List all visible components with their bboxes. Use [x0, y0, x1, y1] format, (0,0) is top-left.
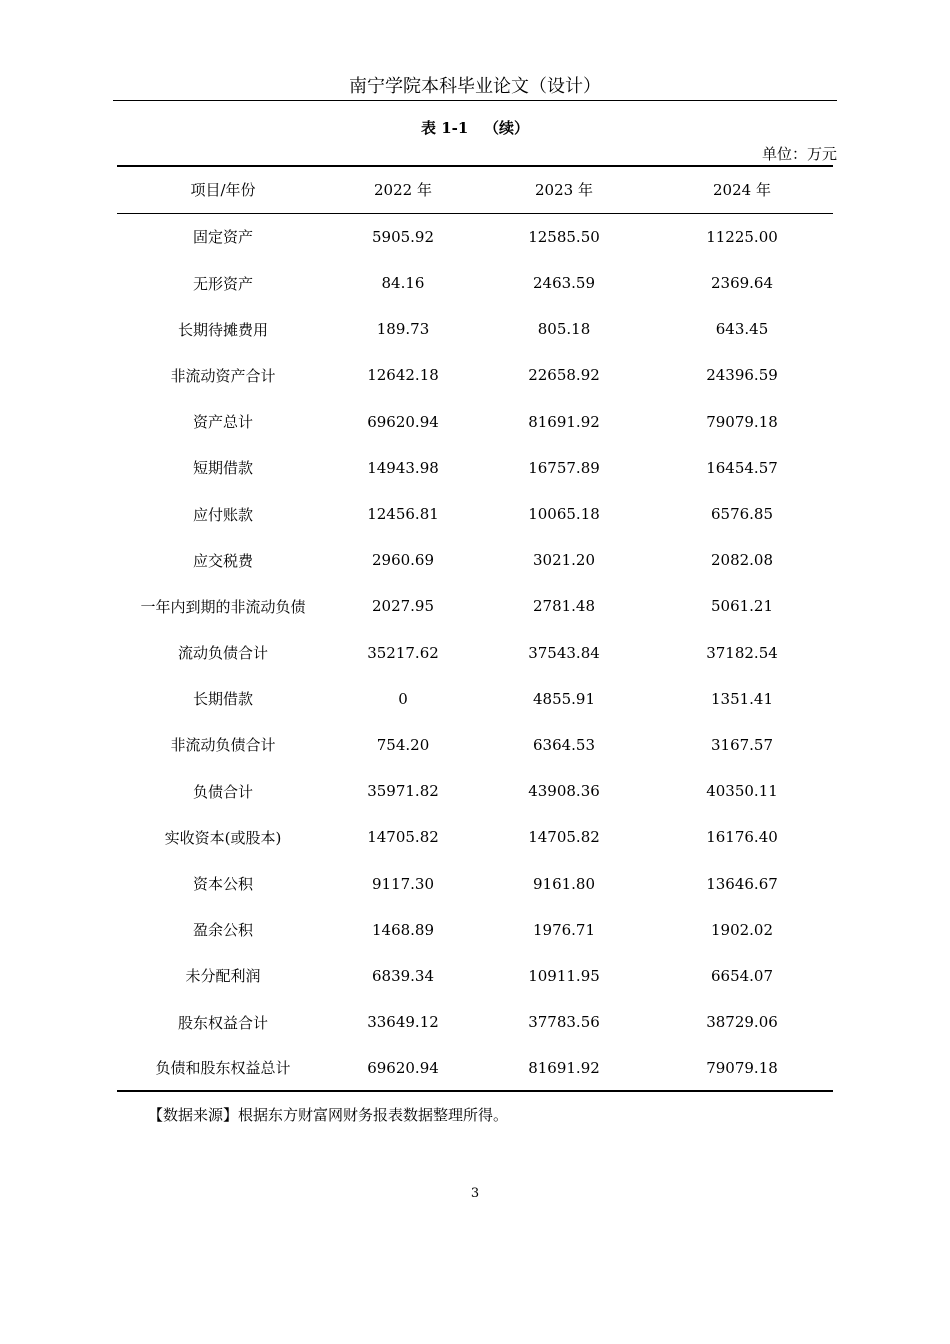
column-header-item: 项目/年份: [190, 181, 256, 200]
page-number: 3: [470, 1186, 480, 1201]
row-label: 非流动负债合计: [170, 736, 276, 755]
value-2022: 12642.18: [367, 366, 439, 385]
row-label: 长期待摊费用: [177, 320, 268, 339]
row-label: 一年内到期的非流动负债: [140, 597, 306, 616]
table-row: [117, 583, 833, 629]
table-row: [117, 352, 833, 398]
value-2024: 38729.06: [706, 1013, 778, 1032]
value-2024: 79079.18: [706, 412, 778, 431]
value-2024: 5061.21: [710, 597, 774, 616]
value-2022: 2027.95: [371, 597, 435, 616]
table-row: [117, 814, 833, 860]
row-label: 资本公积: [192, 875, 253, 894]
value-2024: 13646.67: [706, 874, 778, 893]
table-row: [117, 537, 833, 583]
value-2024: 24396.59: [706, 366, 778, 385]
value-2022: 9117.30: [371, 874, 435, 893]
table-row: [117, 445, 833, 491]
value-2022: 6839.34: [371, 966, 435, 985]
value-2022: 84.16: [381, 274, 425, 293]
table-row: [117, 953, 833, 999]
value-2024: 1902.02: [710, 920, 774, 939]
value-2023: 9161.80: [532, 874, 596, 893]
table-row: [117, 768, 833, 814]
header-row: [117, 166, 833, 213]
row-label: 股东权益合计: [177, 1013, 268, 1032]
value-2024: 16176.40: [706, 828, 778, 847]
value-2024: 6576.85: [710, 505, 774, 524]
value-2024: 79079.18: [706, 1058, 778, 1077]
value-2024: 16454.57: [706, 458, 778, 477]
value-2024: 643.45: [715, 320, 769, 339]
value-2022: 14705.82: [367, 828, 439, 847]
value-2024: 1351.41: [710, 689, 774, 708]
value-2023: 37783.56: [528, 1013, 600, 1032]
page-header-title: 南宁学院本科毕业论文（设计）: [349, 76, 601, 97]
table-row: [117, 260, 833, 306]
value-2023: 14705.82: [528, 828, 600, 847]
row-label: 盈余公积: [192, 921, 253, 940]
row-label: 实收资本(或股本): [164, 828, 282, 847]
value-2023: 4855.91: [532, 689, 596, 708]
column-header-2024: 2024 年: [713, 181, 771, 200]
value-2023: 81691.92: [528, 1058, 600, 1077]
column-header-2023: 2023 年: [535, 181, 593, 200]
value-2024: 2369.64: [710, 274, 774, 293]
table-body: [117, 213, 833, 1091]
table-row: [117, 907, 833, 953]
data-source-note: 【数据来源】根据东方财富网财务报表数据整理所得。: [148, 1106, 509, 1124]
value-2024: 3167.57: [710, 735, 774, 754]
value-2023: 1976.71: [532, 920, 596, 939]
value-2024: 6654.07: [710, 966, 774, 985]
value-2023: 6364.53: [532, 735, 596, 754]
row-label: 流动负债合计: [177, 644, 268, 663]
value-2023: 16757.89: [528, 458, 600, 477]
value-2023: 43908.36: [528, 782, 600, 801]
value-2023: 2463.59: [532, 274, 596, 293]
column-header-2022: 2022 年: [374, 181, 432, 200]
value-2023: 10065.18: [528, 505, 600, 524]
unit-note: 单位：万元: [761, 145, 837, 163]
value-2022: 33649.12: [367, 1013, 439, 1032]
value-2023: 22658.92: [528, 366, 600, 385]
value-2022: 1468.89: [371, 920, 435, 939]
value-2022: 69620.94: [367, 412, 439, 431]
value-2023: 37543.84: [528, 643, 600, 662]
table-header: [117, 166, 833, 213]
row-label: 未分配利润: [185, 967, 261, 986]
value-2022: 189.73: [376, 320, 430, 339]
table-caption: 表 1-1 （续）: [421, 119, 529, 137]
row-label: 短期借款: [192, 459, 253, 478]
value-2023: 2781.48: [532, 597, 596, 616]
value-2022: 35971.82: [367, 782, 439, 801]
value-2023: 81691.92: [528, 412, 600, 431]
table-row: [117, 722, 833, 768]
value-2024: 11225.00: [706, 227, 778, 246]
table-row: [117, 676, 833, 722]
table-row: [117, 213, 833, 260]
table-row: [117, 491, 833, 537]
value-2023: 10911.95: [528, 966, 600, 985]
value-2022: 35217.62: [367, 643, 439, 662]
row-label: 无形资产: [192, 274, 253, 293]
value-2022: 5905.92: [371, 227, 435, 246]
value-2023: 805.18: [537, 320, 591, 339]
row-label: 资产总计: [192, 413, 253, 432]
value-2024: 40350.11: [706, 782, 778, 801]
row-label: 负债合计: [192, 782, 253, 801]
table-row: [117, 399, 833, 445]
table-row: [117, 860, 833, 906]
row-label: 负债和股东权益总计: [155, 1059, 291, 1078]
row-label: 应付账款: [192, 505, 253, 524]
value-2022: 69620.94: [367, 1058, 439, 1077]
value-2022: 0: [398, 689, 408, 708]
value-2022: 14943.98: [367, 458, 439, 477]
value-2022: 12456.81: [367, 505, 439, 524]
row-label: 非流动资产合计: [170, 366, 276, 385]
table-row: [117, 999, 833, 1045]
header-divider: [113, 100, 837, 101]
table-row: [117, 630, 833, 676]
value-2022: 2960.69: [371, 551, 435, 570]
table-row: [117, 306, 833, 352]
value-2024: 37182.54: [706, 643, 778, 662]
row-label: 应交税费: [192, 551, 253, 570]
table-row: [117, 1045, 833, 1091]
balance-sheet-table: [117, 165, 833, 1092]
value-2023: 3021.20: [532, 551, 596, 570]
value-2024: 2082.08: [710, 551, 774, 570]
value-2023: 12585.50: [528, 227, 600, 246]
row-label: 长期借款: [192, 690, 253, 709]
value-2022: 754.20: [376, 735, 430, 754]
row-label: 固定资产: [192, 228, 253, 247]
